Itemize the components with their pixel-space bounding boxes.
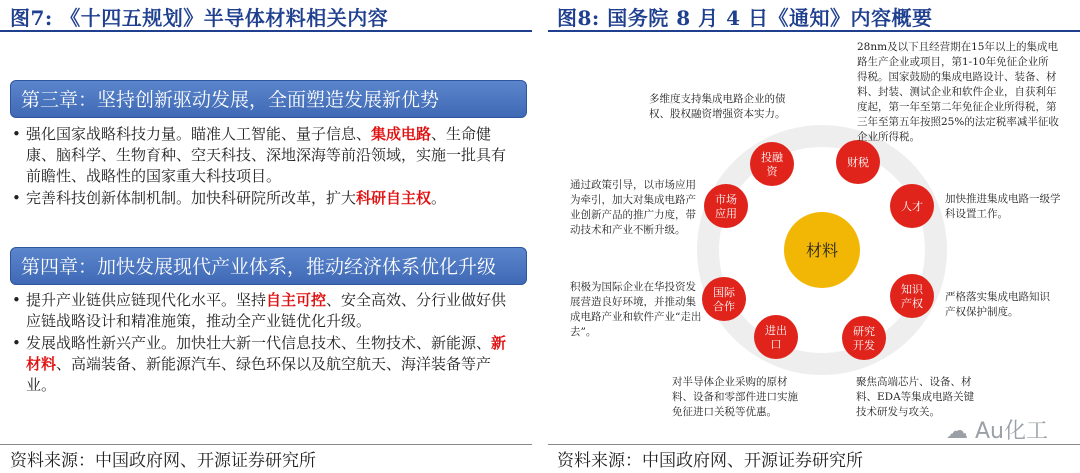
node-caishui	[836, 140, 880, 184]
node-zhishi-label-2: 产权	[901, 297, 923, 310]
chapter3-bullet-1	[12, 124, 520, 187]
node-guoji-label-2: 合作	[713, 300, 735, 313]
left-title-rule	[0, 30, 532, 32]
center-label: 材料	[805, 241, 839, 260]
highlight-text: 新材料	[26, 334, 507, 373]
chapter4-bullet-2	[12, 333, 520, 396]
note-caishui: 28nm及以下且经营期在15年以上的集成电路生产企业或项目，第1-10年免征企业所得税。国家鼓励的集成电路设计、装备、材料、封装、测试企业和软件企业，自获利年度起，第一年至第二年免征企业所得税，第三年至第五年按照25%的法定税率减半征收企业所得税。	[857, 41, 1059, 143]
node-touronzi	[750, 142, 794, 186]
node-yanjiu-label-2: 开发	[853, 339, 875, 352]
node-guoji-label-1: 国际	[713, 286, 735, 299]
text-run: 完善科技创新体制机制。加快科研院所改革，扩大	[26, 189, 357, 207]
node-rencai	[890, 184, 934, 228]
right-footer-rule	[548, 444, 1080, 445]
node-zhishi-label-1: 知识	[901, 283, 923, 296]
node-shichang-label-2: 应用	[715, 207, 737, 220]
node-jinchukou-label-1: 进出	[765, 324, 787, 337]
note-rencai: 加快推进集成电路一级学科设置工作。	[945, 193, 1061, 220]
note-guoji: 积极为国际企业在华投资发展营造良好环境，并推动集成电路产业和软件产业“走出去”。	[570, 281, 702, 338]
right-title-rule	[548, 30, 1080, 32]
highlight-text: 集成电路	[371, 125, 432, 143]
node-zhishi	[890, 274, 934, 318]
chapter3-bullets	[12, 124, 520, 210]
text-run: 、高端装备、新能源汽车、绿色环保以及航空航天、海洋装备等产业。	[26, 355, 492, 394]
right-source: 资料来源：中国政府网、开源证券研究所	[557, 451, 863, 471]
note-zhishi: 严格落实集成电路知识产权保护制度。	[945, 291, 1050, 318]
node-jinchukou	[754, 315, 798, 359]
highlight-text: 科研自主权	[356, 189, 432, 207]
node-guoji	[702, 277, 746, 321]
note-yanjiu: 聚焦高端芯片、设备、材料、EDA等集成电路关键技术研发与攻关。	[856, 376, 975, 418]
chapter4-bullets	[12, 290, 520, 397]
text-run: 、生命健康、脑科学、生物育种、空天科技、深地深海等前沿领域，实施一批具有前瞻性、战略性的国家重大科技项目。	[26, 125, 507, 185]
left-source: 资料来源：中国政府网、开源证券研究所	[10, 451, 316, 471]
text-run: 强化国家战略科技力量。瞄准人工智能、量子信息、	[26, 125, 372, 143]
node-rencai-label: 人才	[901, 200, 923, 213]
node-yanjiu	[842, 316, 886, 360]
watermark	[946, 414, 1048, 445]
node-touronzi-label-2: 资	[766, 165, 778, 178]
chapter3-bullet-2	[12, 188, 520, 209]
text-run: 提升产业链供应链现代化水平。坚持	[26, 291, 267, 309]
node-yanjiu-label-1: 研究	[853, 325, 875, 338]
node-shichang	[704, 184, 748, 228]
highlight-text: 自主可控	[266, 291, 327, 309]
watermark-text: Au化工	[975, 419, 1048, 444]
note-jinchukou: 对半导体企业采购的原材料、设备和零部件进口实施免征进口关税等优惠。	[672, 376, 798, 418]
left-figure-title: 图7: 《十四五规划》半导体材料相关内容	[10, 6, 389, 30]
chapter3-heading: 第三章：坚持创新驱动发展，全面塑造发展新优势	[10, 80, 527, 118]
right-figure-title: 图8: 国务院 8 月 4 日《通知》内容概要	[557, 6, 933, 30]
chapter4-heading: 第四章：加快发展现代产业体系，推动经济体系优化升级	[10, 247, 527, 285]
node-touronzi-label-1: 投融	[761, 151, 783, 164]
text-run: 。	[431, 189, 447, 207]
chapter4-bullet-1	[12, 290, 520, 332]
text-run: 、安全高效、分行业做好供应链战略设计和精准施策，推动全产业链优化升级。	[26, 291, 507, 330]
node-shichang-label-1: 市场	[715, 193, 737, 206]
note-shichang: 通过政策引导，以市场应用为牵引，加大对集成电路产业创新产品的推广力度，带动技术和产业不断升级。	[570, 179, 696, 236]
node-jinchukou-label-2: 口	[770, 338, 782, 351]
left-footer-rule	[0, 444, 532, 445]
note-touronzi: 多维度支持集成电路企业的债权、股权融资增强资本实力。	[649, 93, 786, 120]
node-caishui-label: 财税	[847, 156, 869, 169]
text-run: 发展战略性新兴产业。加快壮大新一代信息技术、生物技术、新能源、	[26, 334, 492, 352]
wechat-icon: ☁	[946, 419, 975, 444]
